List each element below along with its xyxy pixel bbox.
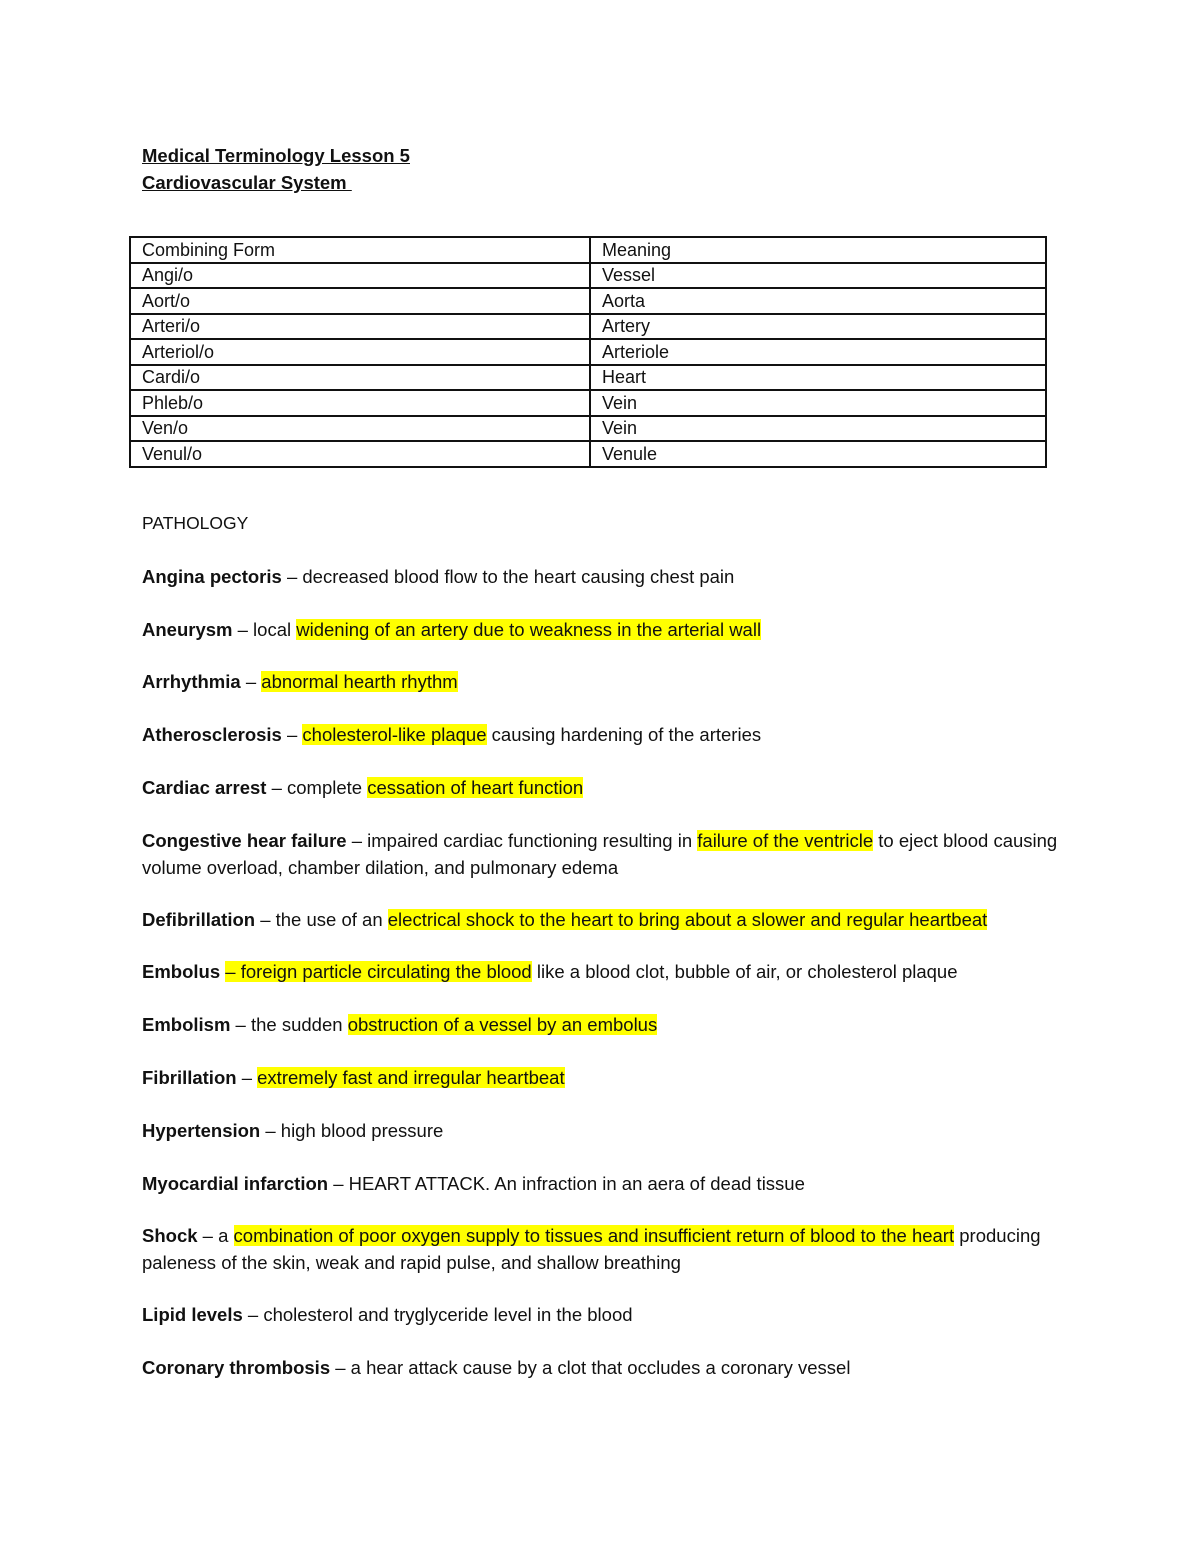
table-header-row bbox=[130, 237, 1046, 263]
highlighted-definition: cholesterol-like plaque bbox=[302, 724, 487, 745]
combining-form-cell: Venul/o bbox=[130, 441, 590, 467]
table-row bbox=[130, 288, 1046, 314]
highlighted-definition: widening of an artery due to weakness in the arterial wall bbox=[296, 619, 762, 640]
highlighted-definition: electrical shock to the heart to bring about a slower and regular heartbeat bbox=[387, 909, 988, 930]
table-row bbox=[130, 314, 1046, 340]
highlighted-definition: failure of the ventricle bbox=[697, 830, 874, 851]
pathology-term: Aneurysm bbox=[142, 619, 233, 640]
pathology-term: Embolism bbox=[142, 1014, 231, 1035]
highlighted-definition: – foreign particle circulating the blood bbox=[225, 961, 532, 982]
pathology-entry bbox=[142, 1065, 1062, 1092]
pathology-term: Cardiac arrest bbox=[142, 777, 267, 798]
pathology-term: Hypertension bbox=[142, 1120, 261, 1141]
meaning-cell: Vein bbox=[590, 390, 1046, 416]
combining-form-cell: Arteriol/o bbox=[130, 339, 590, 365]
definition-text: – bbox=[240, 671, 262, 692]
definition-text: – the sudden bbox=[230, 1014, 348, 1035]
highlighted-definition: combination of poor oxygen supply to tissues and insufficient return of blood to the heart bbox=[233, 1225, 955, 1246]
definition-text: to eject blood causing volume overload, chamber dilation, and pulmonary edema bbox=[142, 830, 1058, 878]
document-subtitle: Cardiovascular System bbox=[142, 172, 352, 193]
definition-text: – cholesterol and tryglyceride level in the blood bbox=[242, 1304, 633, 1325]
definition-text: causing hardening of the arteries bbox=[486, 724, 762, 745]
pathology-term: Defibrillation bbox=[142, 909, 256, 930]
combining-form-cell: Ven/o bbox=[130, 416, 590, 442]
pathology-entry bbox=[142, 1171, 1062, 1198]
definition-text: – the use of an bbox=[255, 909, 388, 930]
combining-form-cell: Angi/o bbox=[130, 263, 590, 289]
pathology-entry bbox=[142, 907, 1062, 934]
combining-form-cell: Arteri/o bbox=[130, 314, 590, 340]
meaning-cell: Artery bbox=[590, 314, 1046, 340]
definition-text: producing paleness of the skin, weak and rapid pulse, and shallow breathing bbox=[142, 1225, 1041, 1273]
meaning-cell: Heart bbox=[590, 365, 1046, 391]
pathology-term: Lipid levels bbox=[142, 1304, 243, 1325]
definition-text: – high blood pressure bbox=[260, 1120, 444, 1141]
definition-text: – decreased blood flow to the heart causing chest pain bbox=[281, 566, 735, 587]
table-row bbox=[130, 263, 1046, 289]
table-row bbox=[130, 441, 1046, 467]
pathology-term: Atherosclerosis bbox=[142, 724, 282, 745]
table-header-cell: Combining Form bbox=[130, 237, 590, 263]
definition-text: – impaired cardiac functioning resulting in bbox=[346, 830, 698, 851]
pathology-entry bbox=[142, 669, 1062, 696]
definition-text: – a hear attack cause by a clot that occludes a coronary vessel bbox=[330, 1357, 851, 1378]
pathology-entry bbox=[142, 775, 1062, 802]
definition-text: – bbox=[236, 1067, 258, 1088]
meaning-cell: Vessel bbox=[590, 263, 1046, 289]
table-row bbox=[130, 365, 1046, 391]
combining-form-cell: Phleb/o bbox=[130, 390, 590, 416]
pathology-term: Coronary thrombosis bbox=[142, 1357, 331, 1378]
table-row bbox=[130, 390, 1046, 416]
document-title: Medical Terminology Lesson 5 bbox=[142, 145, 410, 166]
pathology-entry bbox=[142, 617, 1062, 644]
section-label-pathology: PATHOLOGY bbox=[142, 513, 249, 533]
pathology-entry bbox=[142, 1223, 1062, 1276]
pathology-term: Congestive hear failure bbox=[142, 830, 347, 851]
highlighted-definition: extremely fast and irregular heartbeat bbox=[257, 1067, 565, 1088]
meaning-cell: Aorta bbox=[590, 288, 1046, 314]
definition-text: – HEART ATTACK. An infraction in an aera of dead tissue bbox=[328, 1173, 805, 1194]
highlighted-definition: cessation of heart function bbox=[367, 777, 584, 798]
highlighted-definition: abnormal hearth rhythm bbox=[261, 671, 458, 692]
table-row bbox=[130, 416, 1046, 442]
pathology-entry bbox=[142, 1355, 1062, 1382]
pathology-entry bbox=[142, 722, 1062, 749]
pathology-entry bbox=[142, 564, 1062, 591]
pathology-term: Embolus bbox=[142, 961, 226, 982]
highlighted-definition: obstruction of a vessel by an embolus bbox=[347, 1014, 658, 1035]
definition-text: like a blood clot, bubble of air, or cholesterol plaque bbox=[531, 961, 958, 982]
meaning-cell: Arteriole bbox=[590, 339, 1046, 365]
meaning-cell: Vein bbox=[590, 416, 1046, 442]
meaning-cell: Venule bbox=[590, 441, 1046, 467]
table-header-cell: Meaning bbox=[590, 237, 1046, 263]
definition-text: – bbox=[281, 724, 303, 745]
combining-form-cell: Aort/o bbox=[130, 288, 590, 314]
combining-form-cell: Cardi/o bbox=[130, 365, 590, 391]
pathology-term: Angina pectoris bbox=[142, 566, 282, 587]
pathology-entry bbox=[142, 959, 1062, 986]
table-row bbox=[130, 339, 1046, 365]
pathology-entry bbox=[142, 1012, 1062, 1039]
pathology-term: Myocardial infarction bbox=[142, 1173, 329, 1194]
pathology-term: Arrhythmia bbox=[142, 671, 241, 692]
combining-forms-table bbox=[129, 236, 1047, 468]
pathology-term: Shock bbox=[142, 1225, 198, 1246]
pathology-entry bbox=[142, 828, 1062, 881]
definition-text: – complete bbox=[266, 777, 368, 798]
definition-text: – a bbox=[197, 1225, 234, 1246]
pathology-term: Fibrillation bbox=[142, 1067, 237, 1088]
pathology-entry bbox=[142, 1118, 1062, 1145]
definition-text: – local bbox=[232, 619, 297, 640]
pathology-entry bbox=[142, 1302, 1062, 1329]
